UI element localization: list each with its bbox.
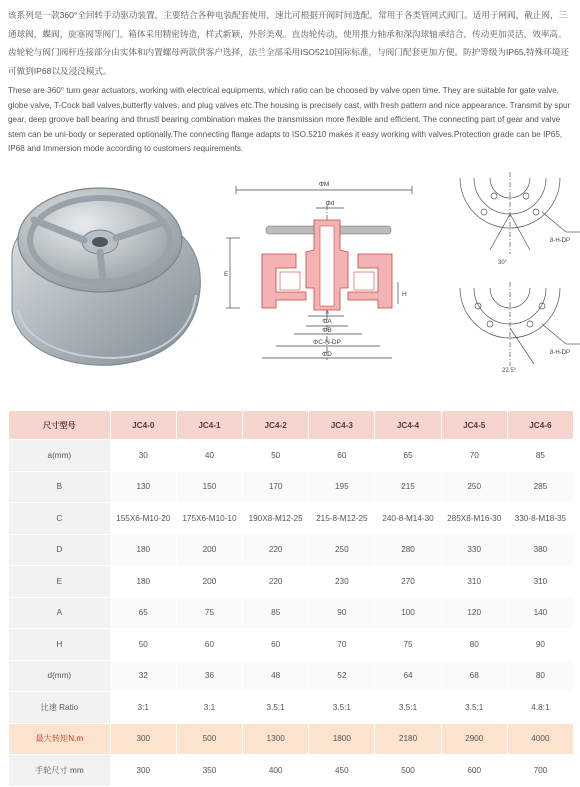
table-row bbox=[9, 660, 574, 692]
table-cell: 400 bbox=[243, 755, 309, 787]
row-label: C bbox=[9, 503, 111, 535]
table-header-cell: JC4-4 bbox=[375, 411, 441, 440]
intro-english: These are 360° turn gear actuators, working with electrical equipments, which ratio can be choosed by valve open time. They are suitable for gate valve, globe valve, T-Cock ball valves,butterfly valves, and plug valves etc.The housing is precisely cast, with fresh pattern and nice appearance. Transmit by spur gear, deep groove ball bearing and thrustl bearing combination makes the transmission more flexible and efficient. The connecting part of gear and valve stem can be uni-body or seperated optionally.The connecting flange adapts to ISO.5210 makes it easy working with valves.Protection grade can be IP65, IP68 and Immersion mode according to customers requirements. bbox=[8, 86, 571, 153]
table-cell: 65 bbox=[110, 597, 176, 629]
table-cell: 220 bbox=[243, 566, 309, 598]
table-cell: 3:1 bbox=[176, 692, 242, 724]
table-cell: 700 bbox=[507, 755, 573, 787]
table-cell: 2180 bbox=[375, 723, 441, 755]
label-angle-top: 30° bbox=[498, 260, 508, 266]
table-cell: 180 bbox=[110, 566, 176, 598]
table-cell: 32 bbox=[110, 660, 176, 692]
table-header-cell: JC4-2 bbox=[243, 411, 309, 440]
label-phi-m: ΦM bbox=[318, 181, 330, 188]
table-row bbox=[9, 597, 574, 629]
table-cell: 600 bbox=[441, 755, 507, 787]
table-cell: 120 bbox=[441, 597, 507, 629]
row-label: H bbox=[9, 629, 111, 661]
table-cell: 40 bbox=[176, 440, 242, 472]
table-cell: 200 bbox=[176, 534, 242, 566]
table-cell: 70 bbox=[309, 629, 375, 661]
table-cell: 1800 bbox=[309, 723, 375, 755]
table-cell: 80 bbox=[507, 660, 573, 692]
table-row bbox=[9, 692, 574, 724]
table-cell: 60 bbox=[309, 440, 375, 472]
table-cell: 300 bbox=[110, 723, 176, 755]
label-bolt-bottom: 8-H-DP bbox=[550, 350, 571, 356]
table-cell: 70 bbox=[441, 440, 507, 472]
row-label: B bbox=[9, 471, 111, 503]
table-cell: 30 bbox=[110, 440, 176, 472]
table-cell: 90 bbox=[309, 597, 375, 629]
table-cell: 85 bbox=[243, 597, 309, 629]
table-cell: 220 bbox=[243, 534, 309, 566]
table-cell: 75 bbox=[375, 629, 441, 661]
table-cell: 65 bbox=[375, 440, 441, 472]
table-cell: 215-8-M12-25 bbox=[309, 503, 375, 535]
table-cell: 90 bbox=[507, 629, 573, 661]
table-cell: 230 bbox=[309, 566, 375, 598]
table-cell: 3.5:1 bbox=[243, 692, 309, 724]
table-cell: 215 bbox=[375, 471, 441, 503]
table-cell: 2900 bbox=[441, 723, 507, 755]
label-phi-a: ΦA bbox=[322, 318, 332, 325]
table-cell: 300 bbox=[110, 755, 176, 787]
table-cell: 60 bbox=[243, 629, 309, 661]
row-label: a(mm) bbox=[9, 440, 111, 472]
table-cell: 100 bbox=[375, 597, 441, 629]
table-cell: 190X8-M12-25 bbox=[243, 503, 309, 535]
table-cell: 450 bbox=[309, 755, 375, 787]
table-cell: 500 bbox=[176, 723, 242, 755]
table-cell: 50 bbox=[110, 629, 176, 661]
label-phi-d: ΦD bbox=[322, 351, 332, 358]
table-cell: 330 bbox=[441, 534, 507, 566]
table-cell: 200 bbox=[176, 566, 242, 598]
label-bolt-top: 8-H-DP bbox=[550, 238, 571, 244]
table-cell: 60 bbox=[176, 629, 242, 661]
table-header-row bbox=[9, 411, 574, 440]
table-cell: 310 bbox=[441, 566, 507, 598]
table-cell: 4000 bbox=[507, 723, 573, 755]
table-cell: 3:1 bbox=[110, 692, 176, 724]
table-cell: 80 bbox=[441, 629, 507, 661]
table-cell: 270 bbox=[375, 566, 441, 598]
table-cell: 180 bbox=[110, 534, 176, 566]
label-phi-c: ΦC-N-DP bbox=[313, 339, 341, 346]
table-row bbox=[9, 723, 574, 755]
row-label: D bbox=[9, 534, 111, 566]
table-cell: 155X6-M10-20 bbox=[110, 503, 176, 535]
spec-table bbox=[8, 410, 574, 787]
table-cell: 380 bbox=[507, 534, 573, 566]
table-cell: 250 bbox=[309, 534, 375, 566]
table-cell: 280 bbox=[375, 534, 441, 566]
row-label: E bbox=[9, 566, 111, 598]
table-cell: 3.5:1 bbox=[309, 692, 375, 724]
table-cell: 150 bbox=[176, 471, 242, 503]
row-label: 比速 Ratio bbox=[9, 692, 111, 724]
table-cell: 50 bbox=[243, 440, 309, 472]
table-row bbox=[9, 755, 574, 787]
table-header-cell: JC4-6 bbox=[507, 411, 573, 440]
table-header-label: 尺寸型号 bbox=[9, 411, 111, 440]
table-cell: 75 bbox=[176, 597, 242, 629]
row-label: 最大转矩N.m bbox=[9, 723, 111, 755]
table-row bbox=[9, 566, 574, 598]
row-label: 手轮尺寸 mm bbox=[9, 755, 111, 787]
table-row bbox=[9, 440, 574, 472]
intro-chinese: 该系列是一款360°全回转手动驱动装置，主要结合各种电装配套使用，速比可根据开阀时间选配，常用于各类管网式阀门。适用于闸阀，截止阀，三通球阀，蝶阀，旋塞阀等阀门。箱体采用精密铸造，样式新颖，外形美观。直齿轮传动，使用推力轴承和深沟球轴承结合，传动更加灵活，效率高。齿轮轮与阀门阀杆连接部分由实体和内置螺母两款供客户选择，法兰全部采用ISO5210国际标准，与阀门配套更加方便。防护等级为IP65,特殊环境还可做到IP68以及浸没模式。 bbox=[8, 10, 570, 76]
table-cell: 64 bbox=[375, 660, 441, 692]
label-a: a bbox=[325, 310, 329, 316]
technical-drawing bbox=[216, 160, 416, 370]
table-cell: 4.8:1 bbox=[507, 692, 573, 724]
table-row bbox=[9, 503, 574, 535]
table-header-cell: JC4-1 bbox=[176, 411, 242, 440]
flange-drawing bbox=[450, 168, 580, 378]
label-phi-b: ΦB bbox=[322, 327, 332, 334]
table-cell: 330-8-M18-35 bbox=[507, 503, 573, 535]
table-header-cell: JC4-3 bbox=[309, 411, 375, 440]
table-cell: 350 bbox=[176, 755, 242, 787]
table-header-cell: JC4-0 bbox=[110, 411, 176, 440]
table-row bbox=[9, 629, 574, 661]
row-label: d(mm) bbox=[9, 660, 111, 692]
table-cell: 36 bbox=[176, 660, 242, 692]
table-cell: 85 bbox=[507, 440, 573, 472]
row-label: A bbox=[9, 597, 111, 629]
label-h: H bbox=[402, 291, 407, 298]
table-cell: 285X8-M16-30 bbox=[441, 503, 507, 535]
table-cell: 170 bbox=[243, 471, 309, 503]
table-cell: 175X6-M10-10 bbox=[176, 503, 242, 535]
table-cell: 285 bbox=[507, 471, 573, 503]
product-photo bbox=[4, 160, 214, 380]
label-phi-d-small: Φd bbox=[325, 200, 335, 207]
table-cell: 1300 bbox=[243, 723, 309, 755]
table-cell: 310 bbox=[507, 566, 573, 598]
table-cell: 250 bbox=[441, 471, 507, 503]
table-cell: 68 bbox=[441, 660, 507, 692]
table-row bbox=[9, 471, 574, 503]
table-cell: 130 bbox=[110, 471, 176, 503]
table-cell: 500 bbox=[375, 755, 441, 787]
table-row bbox=[9, 534, 574, 566]
table-cell: 3.5:1 bbox=[441, 692, 507, 724]
table-cell: 195 bbox=[309, 471, 375, 503]
table-cell: 140 bbox=[507, 597, 573, 629]
label-e: E bbox=[224, 271, 229, 278]
table-cell: 48 bbox=[243, 660, 309, 692]
label-angle-bottom: 22.5° bbox=[502, 368, 517, 374]
table-cell: 240-8-M14-30 bbox=[375, 503, 441, 535]
table-header-cell: JC4-5 bbox=[441, 411, 507, 440]
table-cell: 3.5:1 bbox=[375, 692, 441, 724]
table-cell: 52 bbox=[309, 660, 375, 692]
